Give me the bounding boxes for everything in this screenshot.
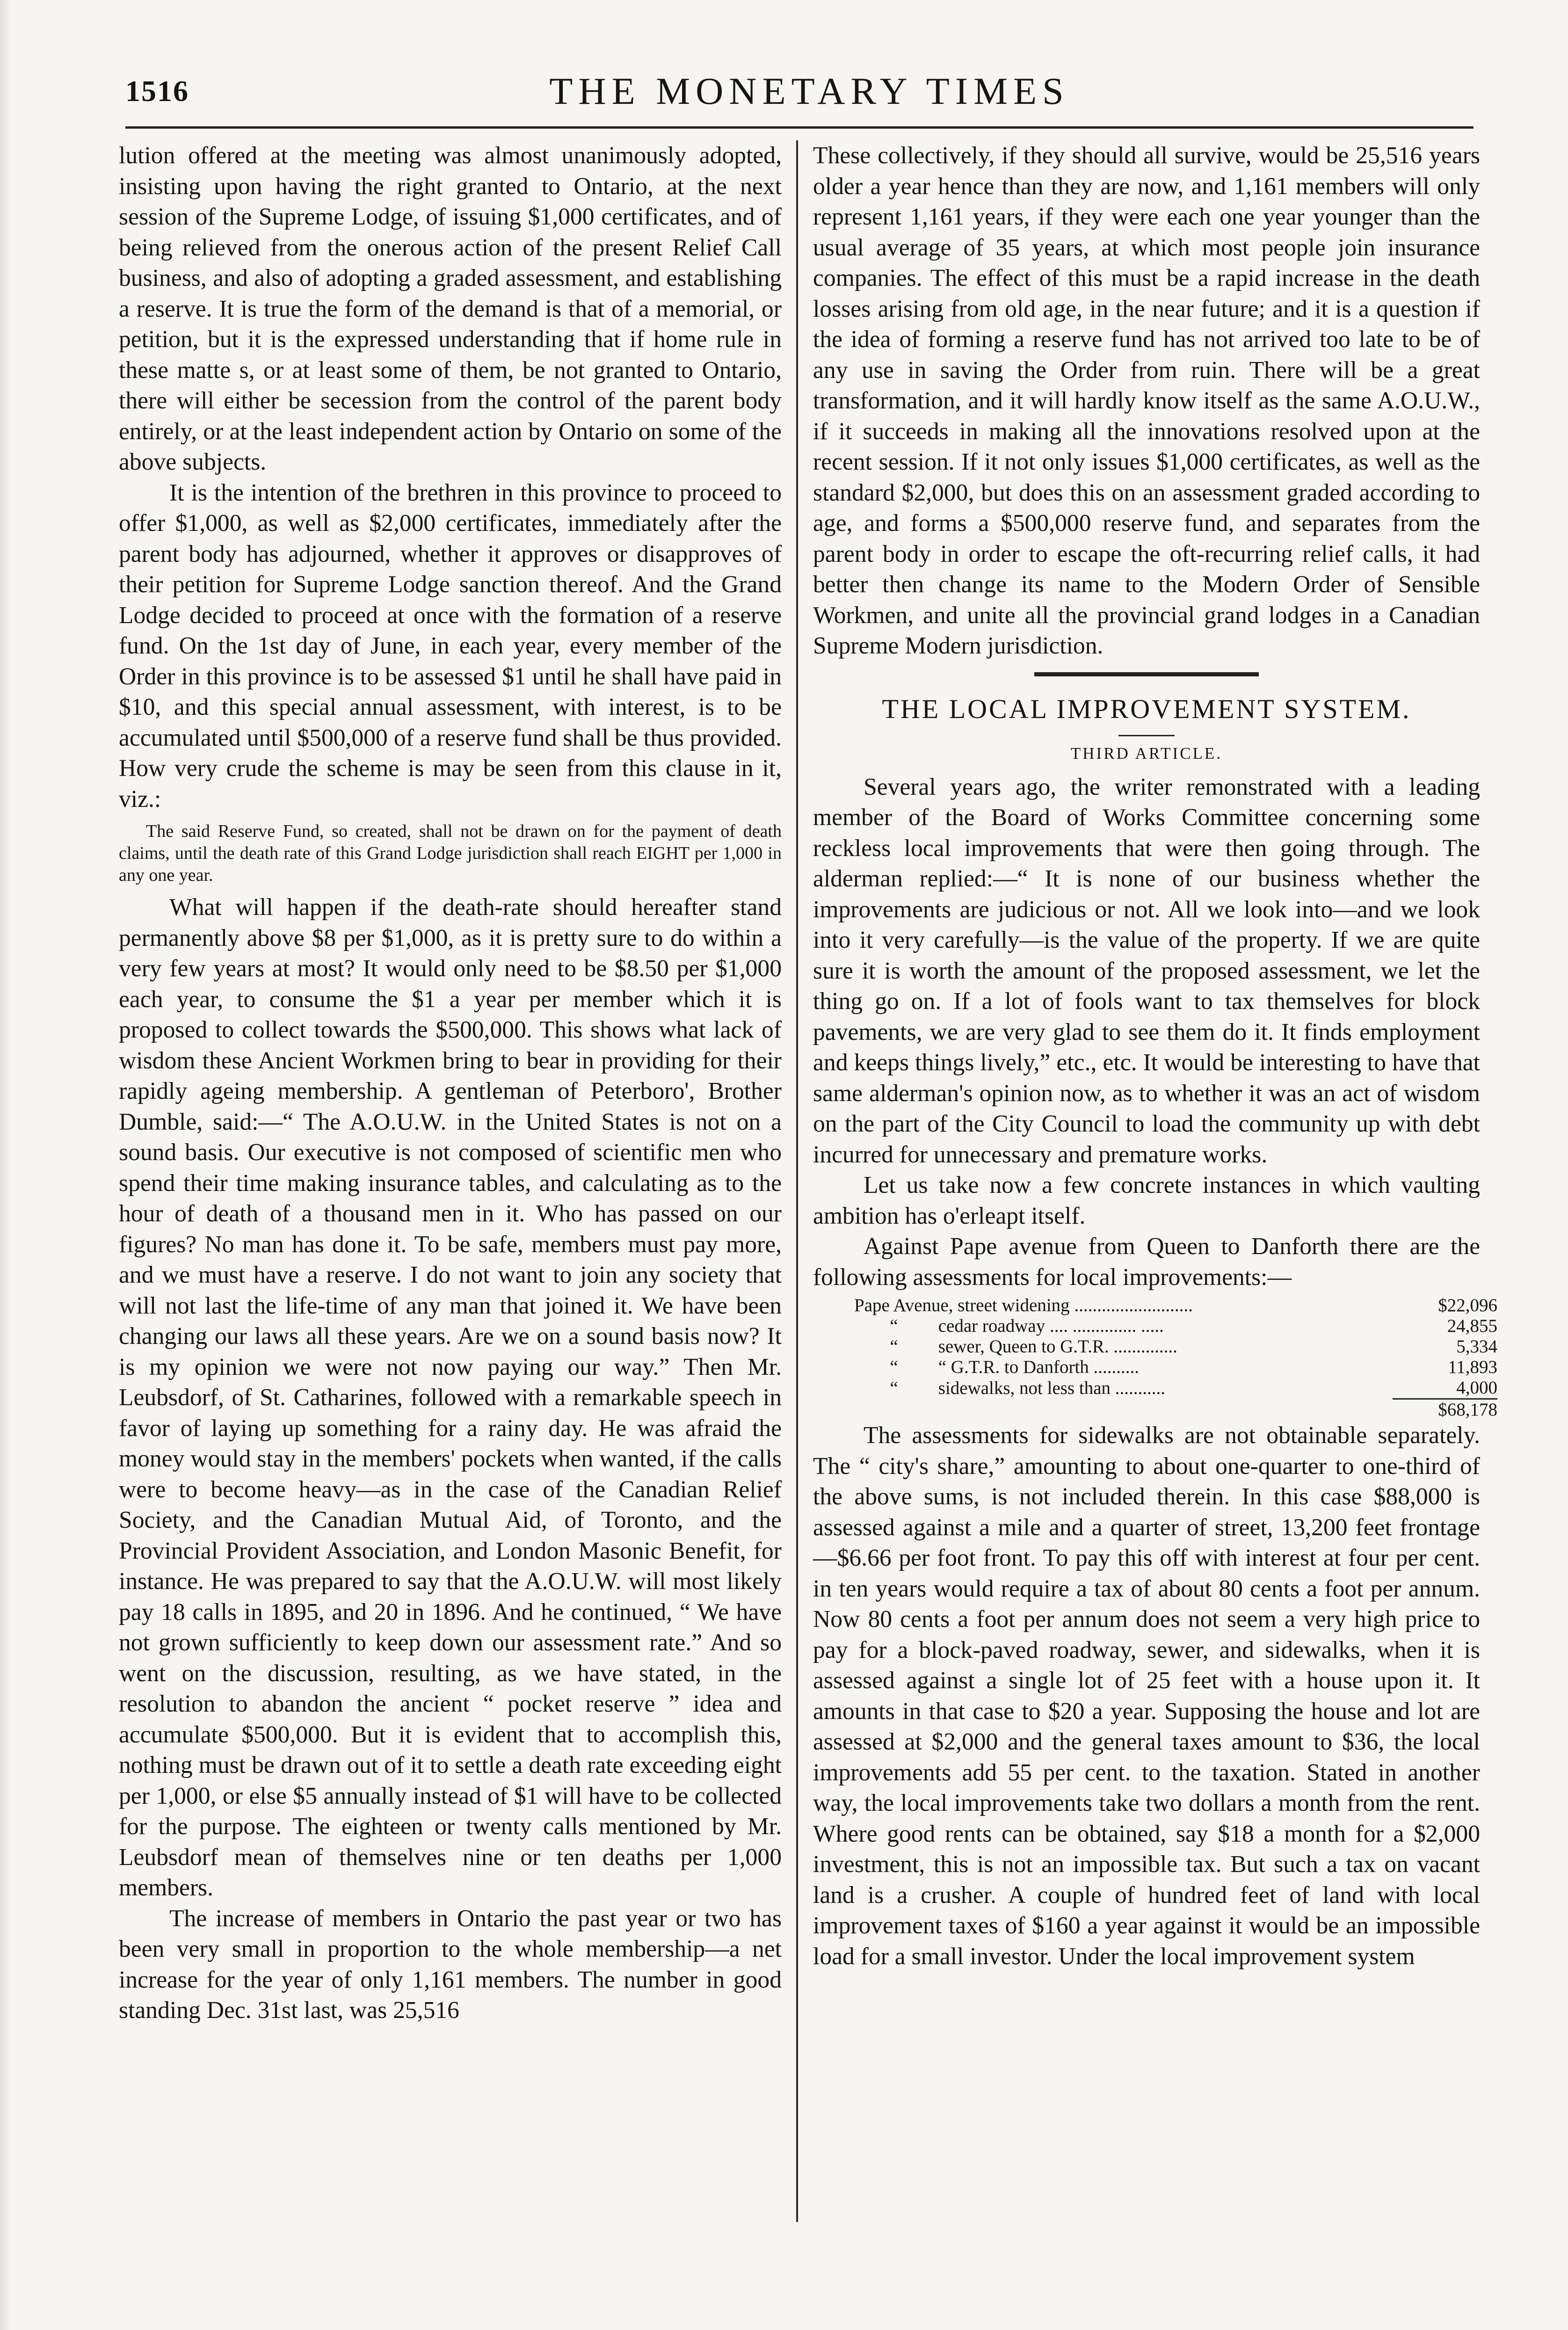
assessment-row (854, 1316, 1497, 1336)
assessment-label: Pape Avenue, street widening .......................... (854, 1295, 1193, 1315)
right-column (813, 140, 1497, 1972)
left-paragraph-continuation: lution offered at the meeting was almost unanimously adopted, insisting upon having the right granted to Ontario, at the next session of the Supreme Lodge, of issuing $1,000 certificates, and of being relieved from the onerous action of the present Relief Call business, and also of adopting a graded assessment, and establishing a reserve. It is true the form of the demand is that of a memorial, or petition, but it is the expressed understanding that if home rule in these matte s, or at least some of them, be not granted to Ontario, there will either be secession from the control of the parent body entirely, or at the least independent action by Ontario on some of the above subjects. (119, 142, 782, 475)
assessment-label-cell (854, 1357, 1393, 1378)
assessment-row (854, 1295, 1497, 1316)
header-rule (125, 126, 1474, 129)
assessment-amount: 24,855 (1447, 1316, 1497, 1336)
assessment-label-cell (854, 1316, 1393, 1336)
article-heading-block (813, 672, 1480, 764)
left-column (119, 140, 782, 2026)
right-paragraph-continuation: These collectively, if they should all survive, would be 25,516 years older a year hence than they are now, and 1,161 members will only represent 1,161 years, if they were each one year younger than the usual average of 35 years, at which most people join insurance companies. The effect of this must be a rapid increase in the death losses arising from old age, in the near future; and it is a question if the idea of forming a reserve fund has not arrived too late to be of any use in saving the Order from ruin. There will be a great transformation, and it will hardly know itself as the same A.O.U.W., if it succeeds in making all the innovations resolved upon at the recent session. If it not only issues $1,000 certificates, as well as the standard $2,000, but does this on an assessment graded according to age, and forms a $500,000 reserve fund, and separates from the parent body in order to escape the oft-recurring relief calls, it had better then change its name to the Modern Order of Sensible Workmen, and unite all the provincial grand lodges in a Canadian Supreme Modern jurisdiction. (813, 142, 1480, 659)
assessment-table (854, 1295, 1497, 1420)
assessment-total: $68,178 (1393, 1399, 1497, 1421)
assessment-label: sewer, Queen to G.T.R. .............. (938, 1336, 1177, 1357)
assessment-label: “ G.T.R. to Danforth .......... (938, 1357, 1140, 1377)
ditto-mark: “ (890, 1316, 898, 1336)
assessment-amount: 11,893 (1448, 1357, 1497, 1377)
assessment-amount: $22,096 (1438, 1295, 1497, 1315)
assessment-label-cell (854, 1336, 1393, 1357)
article-paragraph-alderman: Several years ago, the writer remonstrated with a leading member of the Board of Works Committee concerning some reckless local improvements that were then going through. The alderman replied:—“ It is none of our business whether the improvements are judicious or not. All we look into—and we look into it very carefully—is the value of the property. If we are quite sure it is worth the amount of the proposed assessment, we let the thing go on. If a lot of fools want to tax themselves for block pavements, we are very glad to see them do it. It finds employment and keeps things lively,” etc., etc. It would be interesting to have that same alderman's opinion now, as to whether it was an act of wisdom on the part of the City Council to load the community up with debt incurred for unnecessary and premature works. (813, 773, 1480, 1168)
article-paragraph-instances: Let us take now a few concrete instances in which vaulting ambition has o'erleapt itself. (813, 1172, 1480, 1229)
headline-underline (1118, 735, 1175, 736)
heading-rule (1034, 672, 1259, 676)
article-subhead: THIRD ARTICLE. (1070, 744, 1223, 762)
scan-edge-shadow (0, 0, 11, 2330)
assessment-label: cedar roadway .... .............. ..... (938, 1316, 1164, 1336)
left-paragraph-reserve-plan: It is the intention of the brethren in this province to proceed to offer $1,000, as well as $2,000 certificates, immediately after the parent body has adjourned, whether it approves or disapproves of their petition for Supreme Lodge sanction thereof. And the Grand Lodge decided to proceed at once with the formation of a reserve fund. On the 1st day of June, in each year, every member of the Order in this province is to be assessed $1 until he shall have paid in $10, and this special annual assessment, with interest, is to be accumulated until $500,000 of a reserve fund shall be thus provided. How very crude the scheme is may be seen from this clause in it, viz.: (119, 479, 782, 813)
page-number: 1516 (125, 74, 189, 108)
column-divider (796, 140, 798, 2222)
article-paragraph-sidewalks: The assessments for sidewalks are not obtainable separately. The “ city's share,” amounting to about one-quarter to one-third of the above sums, is not included therein. In this case $88,000 is assessed against a mile and a quarter of street, 13,200 feet frontage—$6.66 per foot front. To pay this off with interest at four per cent. in ten years would require a tax of about 80 cents a foot per annum. Now 80 cents a foot per annum does not seem a very high price to pay for a block-paved roadway, sewer, and sidewalks, when it is assessed against a single lot of 25 feet with a house upon it. It amounts in that case to $20 a year. Supposing the house and lot are assessed at $2,000 and the general taxes amount to $36, the local improvements add 55 per cent. to the taxation. Stated in another way, the local improvements take two dollars a month from the rent. Where good rents can be obtained, say $18 a month for a $2,000 investment, this is not an impossible tax. But such a tax on vacant land is a crusher. A couple of hundred feet of land with local improvement taxes of $160 a year against it would be an impossible load for a small investor. Under the local improvement system (813, 1422, 1480, 1970)
assessment-row (854, 1336, 1497, 1357)
assessment-label-cell (854, 1378, 1393, 1399)
journal-title: THE MONETARY TIMES (549, 70, 1069, 112)
assessment-amount: 4,000 (1456, 1378, 1497, 1398)
assessment-amount: 5,334 (1456, 1336, 1497, 1357)
assessment-row (854, 1357, 1497, 1378)
article-headline: THE LOCAL IMPROVEMENT SYSTEM. (882, 693, 1411, 724)
reserve-fund-clause: The said Reserve Fund, so created, shall not be drawn on for the payment of death claims, until the death rate of this Grand Lodge jurisdiction shall reach EIGHT per 1,000 in any one year. (119, 821, 782, 885)
assessment-label: sidewalks, not less than ........... (938, 1378, 1166, 1398)
page-header (112, 61, 1506, 136)
ditto-mark: “ (890, 1357, 898, 1377)
article-paragraph-pape-avenue: Against Pape avenue from Queen to Danforth there are the following assessments for local improvements:— (813, 1233, 1480, 1291)
ditto-mark: “ (890, 1378, 898, 1398)
assessment-row (854, 1378, 1497, 1399)
left-paragraph-death-rate: What will happen if the death-rate should hereafter stand permanently above $8 per $1,000, as it is pretty sure to do within a very few years at most? It would only need to be $8.50 per $1,000 each year, to consume the $1 a year per member which it is proposed to collect towards the $500,000. This shows what lack of wisdom these Ancient Workmen bring to bear in providing for their rapidly ageing membership. A gentleman of Peterboro', Brother Dumble, said:—“ The A.O.U.W. in the United States is not on a sound basis. Our executive is not composed of scientific men who spend their time making insurance tables, and calculating as to the hour of death of a thousand men in it. Who has passed on our figures? No man has done it. To be safe, members must pay more, and we must have a reserve. I do not want to join any society that will not last the life-time of any man that joined it. We have been changing our laws all these years. Are we on a sound basis now? It is my opinion we were not now paying our way.” Then Mr. Leubsdorf, of St. Catharines, followed with a remarkable speech in favor of laying up something for a rainy day. He was afraid the money would stay in the members' pockets when wanted, if the calls were to become heavy—as in the case of the Canadian Relief Society, and the Canadian Mutual Aid, of Toronto, and the Provincial Provident Association, and London Masonic Benefit, for instance. He was prepared to say that the A.O.U.W. will most likely pay 18 calls in 1895, and 20 in 1896. And he continued, “ We have not grown sufficiently to keep down our assessment rate.” And so went on the discussion, resulting, as we have stated, in the resolution to abandon the ancient “ pocket reserve ” idea and accumulate $500,000. But it is evident that to accomplish this, nothing must be drawn out of it to settle a death rate exceeding eight per 1,000, or else $5 annually instead of $1 will have to be collected for the purpose. The eighteen or twenty calls mentioned by Mr. Leubsdorf mean of themselves nine or ten deaths per 1,000 members. (119, 894, 782, 1901)
left-paragraph-membership: The increase of members in Ontario the past year or two has been very small in proportion to the whole membership—a net increase for the year of only 1,161 members. The number in good standing Dec. 31st last, was 25,516 (119, 1905, 782, 2024)
ditto-mark: “ (890, 1336, 898, 1357)
assessment-total-spacer (854, 1399, 1393, 1421)
assessment-total-row (854, 1399, 1497, 1421)
